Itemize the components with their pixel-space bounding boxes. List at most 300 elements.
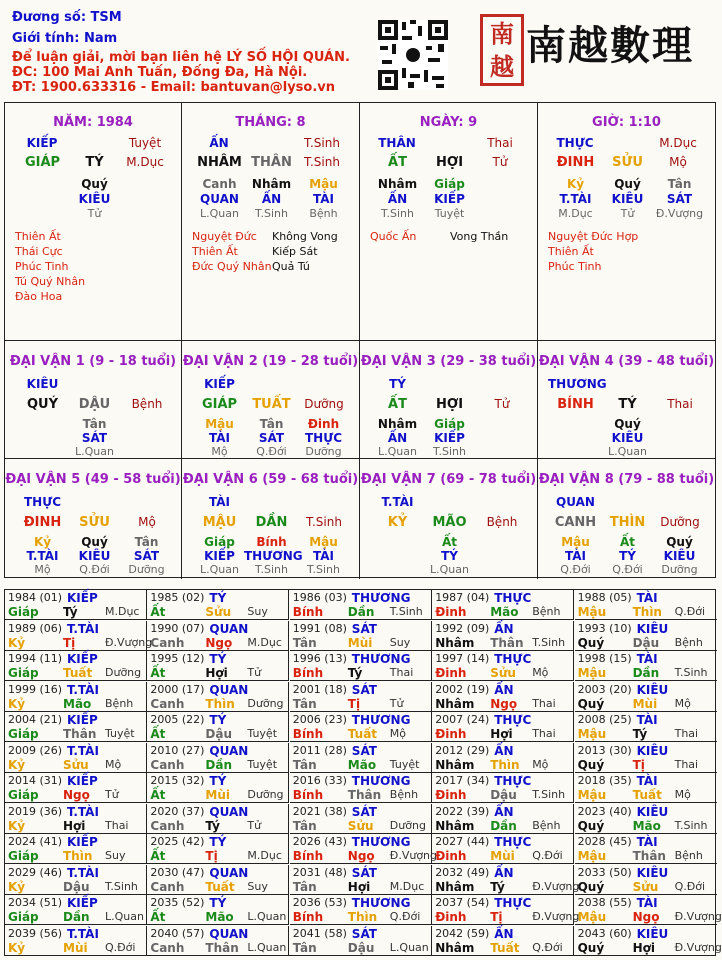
year-branch: Thìn [347,910,378,924]
luck-title: ĐẠI VẬN 4 (39 - 48 tuổi) [538,354,715,369]
shensha-star: Đức Quý Nhân [192,260,272,273]
year-stage: M.Dục [105,605,140,618]
year-branch: Tuất [490,940,520,955]
year-stage: Dưỡng [105,666,142,679]
year-label: 2016 (33) [292,774,347,787]
year-label: 1987 (04) [435,591,490,604]
year-ten-god: THỰC [494,896,532,910]
year-branch: Ngọ [205,635,233,650]
year-label: 2024 (41) [8,835,63,848]
shensha-star: Thiên Ất [548,245,594,258]
year-branch: Mão [632,818,661,833]
luck-hidden-stage: T.Sinh [255,563,288,576]
year-cell [5,651,147,681]
year-branch: Sửu [347,818,374,833]
hidden-stem: Quý [614,177,641,191]
year-label: 2004 (21) [8,713,63,726]
pillar-1 [5,103,182,341]
year-stem: Mậu [577,666,607,680]
year-ten-god: KIẾP [67,591,98,605]
luck-ten-god: TÀI [208,495,230,509]
year-branch: Dần [205,757,232,772]
year-ten-god: THƯƠNG [351,713,411,727]
year-stem: Canh [150,696,185,711]
year-cell [5,712,147,742]
year-stage: Tuyệt [247,727,278,740]
year-ten-god: SÁT [351,926,377,941]
year-stem: Đinh [435,727,467,741]
year-branch: Tý [205,818,220,833]
ten-god-stem: ẤN [209,136,229,150]
luck-hidden-stem: Tân [259,417,284,431]
luck-title: ĐẠI VẬN 7 (69 - 78 tuổi) [360,472,537,487]
hidden-stage: Đ.Vượng [655,207,704,220]
year-ten-god: ẤN [494,926,514,941]
year-ten-god: THƯƠNG [351,591,411,605]
year-ten-god: SÁT [351,865,377,880]
year-ten-god: ẤN [494,621,514,636]
year-label: 2013 (30) [577,743,632,757]
luck-branch: HỢI [435,397,464,412]
year-ten-god: THỰC [494,713,532,727]
luck-hidden-stage: Q.Đới [256,445,287,458]
year-stem: Canh [150,635,185,650]
hidden-stem: Giáp [434,177,465,191]
year-label: 2006 (23) [292,713,347,726]
stage-branch: Mộ [669,155,687,169]
luck-hidden-stem: Mậu [205,417,234,431]
hidden-stem: Mậu [309,177,338,191]
year-label: 2033 (50) [577,865,632,879]
year-ten-god: TÝ [209,652,227,666]
year-stage: Q.Đới [532,940,563,954]
year-ten-god: KIẾP [67,652,98,666]
luck-pillar-5 [5,459,182,579]
luck-hidden-stem: Tân [82,417,107,431]
year-stage: Q.Đới [674,605,706,618]
year-branch: Dần [490,818,517,833]
year-ten-god: THỰC [494,652,532,666]
year-stem: Bính [292,727,324,741]
shensha-star: Vong Thần [450,230,509,243]
year-stage: Mộ [532,757,549,771]
year-label: 2023 (40) [577,804,632,818]
year-branch: Mão [205,910,234,924]
year-stem: Nhâm [435,757,475,772]
hidden-ten-god: SÁT [666,192,693,206]
hidden-stem: Nhâm [251,177,292,191]
year-ten-god: TÀI [636,652,658,666]
luck-hidden-stage: Q.Đới [612,563,643,576]
ten-god-stem: KIẾP [26,136,58,150]
owner-name: Đương số: TSM [12,10,122,25]
year-cell [575,804,717,834]
year-ten-god: SÁT [351,621,377,636]
year-stem: Giáp [8,727,39,741]
pillar-3 [360,103,538,341]
hidden-ten-god: KIẾP [434,192,465,206]
year-cell [290,926,432,956]
hidden-stem: Tân [667,177,692,191]
year-stem: Kỷ [8,818,26,833]
luck-hidden-god: TÝ [441,549,458,563]
year-cell [5,590,147,620]
shensha-star: Thiên Ất [15,230,61,243]
year-branch: Tý [490,879,505,894]
luck-title: ĐẠI VẬN 6 (59 - 68 tuổi) [182,472,359,487]
year-stage: Q.Đới [105,940,136,954]
luck-hidden-god: TÀI [564,549,586,563]
year-cell [575,834,717,864]
luck-hidden-god: KIẾP [434,431,465,445]
year-branch: Ngọ [347,849,375,863]
year-label: 2034 (51) [8,896,63,909]
year-stage: Thai [105,818,129,832]
year-stem: Giáp [8,788,39,802]
stage-stem: M.Dục [659,136,697,150]
luck-pillar-8 [538,459,715,579]
year-stem: Giáp [8,666,39,680]
year-stem: Kỷ [8,879,26,894]
stage-stem: T.Sinh [304,136,340,150]
luck-hidden-stage: T.Sinh [433,445,466,458]
year-stem: Kỷ [8,940,26,955]
luck-hidden-stem: Nhâm [377,417,418,431]
year-cell [5,895,147,925]
year-ten-god: ẤN [494,743,514,758]
year-ten-god: ẤN [494,865,514,880]
year-label: 1990 (07) [150,621,205,635]
year-label: 2038 (55) [577,896,632,909]
stage-stem: Tuyệt [128,136,162,150]
year-cell [575,773,717,803]
year-branch: Tuất [347,727,378,741]
luck-hidden-stem: Ất [619,535,636,549]
phone-email[interactable]: ĐT: 1900.633316 - Email: bantuvan@lyso.vn [12,80,336,95]
year-stage: Tử [105,788,119,801]
year-stem: Nhâm [435,879,475,894]
year-stem: Nhâm [435,635,475,650]
year-stem: Nhâm [435,696,475,711]
shensha-star: Thái Cực [15,245,63,258]
luck-hidden-stage: Dưỡng [128,563,165,576]
year-branch: Tị [632,757,645,772]
year-branch: Dậu [632,635,660,650]
year-stem: Đinh [435,849,467,863]
hidden-ten-god: TÀI [312,192,334,206]
year-stage: Đ.Vượng [532,910,580,923]
year-cell [575,895,722,925]
year-label: 2003 (20) [577,682,632,696]
year-stem: Bính [292,788,324,802]
luck-branch: SỬU [79,515,110,530]
year-cell [5,834,147,864]
hidden-stem: Kỷ [566,177,585,191]
year-stage: Mộ [105,757,122,771]
year-stem: Ất [150,849,166,863]
luck-branch: TUẤT [252,397,291,412]
shensha-star: Nguyệt Đức Hợp [548,230,639,243]
year-ten-god: THỰC [494,774,532,788]
year-label: 1984 (01) [8,591,63,604]
year-ten-god: KIÊU [636,926,669,941]
year-branch: Hợi [63,818,86,833]
pillar-title: NGÀY: 9 [419,115,478,130]
luck-hidden-stage: Mộ [34,563,51,576]
luck-pillar-3 [360,341,538,459]
year-branch: Hợi [347,879,371,894]
luck-hidden-stem: Giáp [434,417,465,431]
year-branch: Dần [632,666,660,680]
year-ten-god: THỰC [494,591,532,605]
heavenly-stem: ẤT [388,155,407,170]
year-branch: Thân [205,940,239,955]
ten-god-stem: THỰC [556,136,594,150]
year-branch: Thìn [63,849,93,863]
luck-hidden-god: THỰC [304,431,343,445]
year-cell [432,651,574,681]
year-stage: Suy [389,635,411,649]
year-branch: Tị [347,696,361,711]
luck-branch: THÌN [609,515,646,530]
year-stage: Mộ [674,696,691,710]
year-stem: Tân [292,940,317,955]
year-ten-god: TÝ [209,835,227,849]
luck-pillar-7 [360,459,538,579]
heavenly-stem: GIÁP [24,155,61,170]
year-label: 2005 (22) [150,713,205,726]
luck-ten-god: TÝ [389,377,406,391]
year-label: 2041 (58) [292,926,347,940]
year-stage: Tuyệt [105,727,135,740]
year-cell [290,621,432,651]
luck-hidden-stem: Quý [666,535,693,549]
year-label: 2017 (34) [435,774,490,787]
year-stem: Tân [292,879,317,894]
year-ten-god: KIÊU [636,865,669,880]
year-ten-god: KIẾP [67,774,98,788]
year-cell [147,834,289,864]
year-ten-god: QUAN [209,926,249,941]
seal-char-2: 越 [490,52,514,81]
year-stem: Canh [150,940,185,955]
year-stem: Tân [292,818,317,833]
year-ten-god: QUAN [209,682,249,697]
year-stem: Quý [577,940,605,955]
year-stage: Thai [389,666,414,679]
year-ten-god: THƯƠNG [351,652,411,666]
year-ten-god: TÀI [636,774,658,788]
pillar-title: THÁNG: 8 [235,115,306,130]
luck-hidden-stage: L.Quan [430,563,469,576]
year-stage: Mộ [532,666,549,679]
year-cell [5,743,147,773]
year-label: 2026 (43) [292,835,347,848]
year-cell [432,834,574,864]
luck-ten-god: THƯƠNG [548,377,607,391]
year-stem: Canh [150,879,185,894]
year-branch: Sửu [490,666,516,680]
year-label: 2040 (57) [150,926,205,940]
year-cell [575,865,717,895]
address: ĐC: 100 Mai Anh Tuấn, Đống Đa, Hà Nội. [12,65,308,80]
year-stem: Bính [292,849,324,863]
year-branch: Mão [63,696,92,711]
luck-branch: DẬU [78,397,111,412]
year-cell [147,712,289,742]
stage-branch: T.Sinh [304,155,340,169]
year-cell [290,773,432,803]
luck-stem: ẤT [388,397,407,412]
earthly-branch: HỢI [435,155,464,170]
year-stem: Kỷ [8,757,26,772]
year-label: 1998 (15) [577,652,632,665]
year-stem: Mậu [577,788,607,802]
luck-pillar-1 [5,341,182,459]
year-cell [432,712,574,742]
header [0,0,720,102]
year-stage: Thai [674,727,699,740]
year-branch: Thìn [205,696,235,711]
year-branch: Sửu [205,605,232,619]
year-stage: Mộ [389,727,407,740]
year-stem: Ất [150,666,166,680]
year-stage: Q.Đới [389,910,421,923]
luck-hidden-god: TÀI [208,431,230,445]
luck-title: ĐẠI VẬN 1 (9 - 18 tuổi) [9,354,177,369]
luck-stage: Tử [494,397,510,411]
year-stem: Nhâm [435,818,475,833]
year-label: 2007 (24) [435,713,490,726]
luck-branch: DẦN [255,515,288,530]
shensha-star: Không Vong [272,230,338,243]
luck-hidden-stage: L.Quan [378,445,417,458]
year-stage: Suy [247,879,268,893]
year-stage: T.Sinh [105,879,138,893]
year-branch: Tuất [205,879,235,894]
hidden-ten-god: T.TÀI [559,192,592,206]
year-stem: Ất [150,727,166,741]
luck-pillar-4 [538,341,715,459]
year-branch: Ngọ [632,910,660,924]
hidden-stage: T.Sinh [381,207,414,220]
year-stem: Kỷ [8,635,26,650]
luck-pillar-6 [182,459,360,579]
year-stem: Tân [292,696,317,711]
year-cell [5,621,153,651]
year-label: 2010 (27) [150,743,205,757]
year-branch: Thân [347,788,382,802]
year-cell [575,712,717,742]
hidden-stem: Nhâm [377,177,418,191]
luck-hidden-god: SÁT [133,549,160,563]
year-cell [432,773,574,803]
year-stage: Bệnh [674,849,703,862]
year-label: 2000 (17) [150,682,205,696]
year-stage: Bệnh [389,788,419,801]
year-branch: Mão [347,757,377,772]
luck-hidden-god: T.TÀI [26,549,59,563]
year-cell [290,743,432,773]
year-ten-god: TÀI [636,713,658,727]
year-ten-god: KIẾP [67,835,98,849]
pillar-4 [538,103,715,341]
year-label: 2029 (46) [8,865,63,879]
year-stem: Ất [150,788,166,802]
year-branch: Mùi [490,849,515,863]
year-stem: Quý [577,635,605,650]
year-branch: Tý [63,605,78,619]
year-branch: Tý [347,666,363,680]
year-label: 2039 (56) [8,926,63,940]
year-label: 1992 (09) [435,621,490,635]
luck-hidden-god: TÝ [619,549,636,563]
luck-ten-god: KIẾP [204,377,235,391]
year-ten-god: KIÊU [636,621,669,636]
luck-title: ĐẠI VẬN 5 (49 - 58 tuổi) [5,472,181,487]
year-ten-god: KIÊU [636,743,669,758]
luck-hidden-god: SÁT [258,431,285,445]
year-label: 2021 (38) [292,804,347,818]
luck-hidden-stem: Quý [81,535,108,549]
year-stage: Bệnh [674,635,703,649]
year-stage: L.Quan [105,910,144,923]
year-ten-god: T.TÀI [67,743,99,758]
year-label: 1989 (06) [8,621,63,635]
year-cell [290,651,432,681]
luck-stem: KỶ [387,515,408,530]
luck-title: ĐẠI VẬN 8 (79 - 88 tuổi) [538,472,715,487]
year-label: 2014 (31) [8,774,63,787]
year-label: 1999 (16) [8,682,63,696]
luck-hidden-god: KIẾP [204,549,235,563]
luck-stage: Mộ [138,515,156,529]
year-stage: L.Quan [389,940,429,954]
qr-code-icon[interactable] [378,20,448,90]
year-cell [290,590,432,620]
year-stage: Đ.Vượng [105,635,153,649]
year-cell [147,865,289,895]
year-stem: Mậu [577,605,607,619]
year-branch: Thân [63,727,97,741]
year-cell [432,682,574,712]
year-label: 2032 (49) [435,865,490,879]
year-ten-god: KIẾP [67,896,98,910]
year-stem: Bính [292,910,324,924]
year-stem: Ất [150,605,166,619]
year-stem: Quý [577,757,605,772]
year-cell [5,682,147,712]
year-cell [432,590,574,620]
hidden-stem: Quý [81,177,108,191]
luck-hidden-god: ẤN [387,431,408,445]
year-label: 1996 (13) [292,652,347,665]
year-stage: Suy [247,605,268,618]
year-stem: Tân [292,635,317,650]
luck-hidden-stage: L.Quan [75,445,114,458]
luck-ten-god: QUAN [556,495,595,509]
year-ten-god: THƯƠNG [351,774,411,788]
luck-hidden-god: KIÊU [611,431,644,445]
seal-char-1: 南 [490,19,514,48]
year-ten-god: TÝ [209,774,227,788]
year-stage: Tử [247,666,262,679]
year-ten-god: ẤN [494,804,514,819]
year-branch: Tị [490,910,503,924]
year-cell [575,743,717,773]
stage-stem: Thai [487,136,513,150]
shensha-star: Kiếp Sát [272,245,318,258]
